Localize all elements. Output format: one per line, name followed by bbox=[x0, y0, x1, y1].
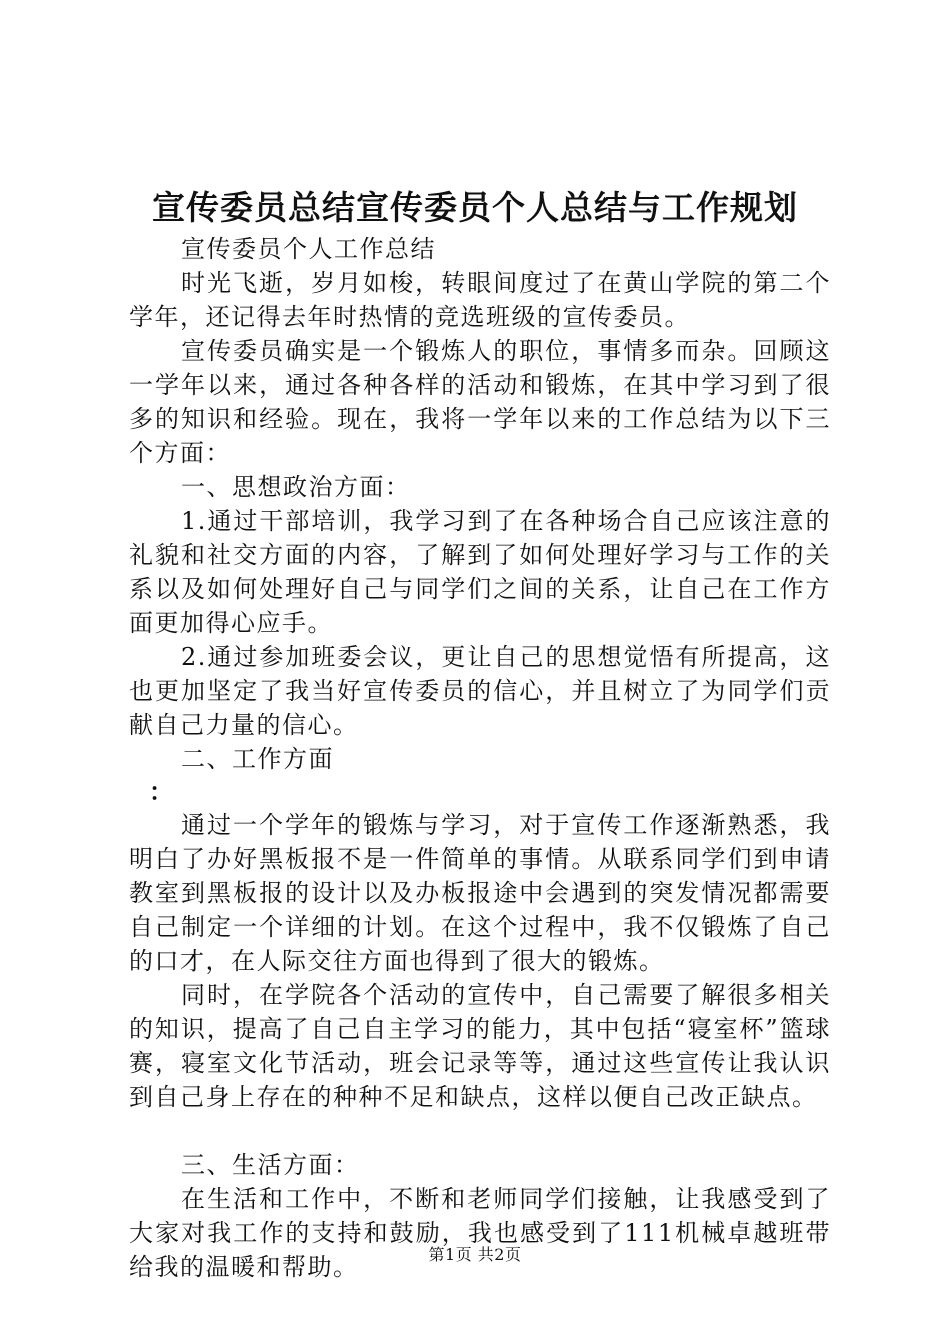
paragraph-item-2: 2.通过参加班委会议，更让自己的思想觉悟有所提高，这也更加坚定了我当好宣传委员的信心，并且树立了为同学们贡献自己力量的信心。 bbox=[129, 643, 831, 739]
paragraph-item-1: 1.通过干部培训，我学习到了在各种场合自己应该注意的礼貌和社交方面的内容，了解到了如何处理好学习与工作的关系以及如何处理好自己与同学们之间的关系，让自己在工作方面更加得心应手。 bbox=[129, 507, 831, 637]
paragraph-overview: 宣传委员确实是一个锻炼人的职位，事情多而杂。回顾这一学年以来，通过各种各样的活动和锻炼，在其中学习到了很多的知识和经验。现在，我将一学年以来的工作总结为以下三个方面： bbox=[129, 337, 831, 467]
heading-work-colon: ： bbox=[149, 777, 175, 806]
page-footer: 第1页 共2页 bbox=[428, 1245, 522, 1264]
paragraph-work-publicity: 同时，在学院各个活动的宣传中，自己需要了解很多相关的知识，提高了自己自主学习的能力，其中包括“寝室杯”篮球赛，寝室文化节活动，班会记录等等，通过这些宣传让我认识到自己身上存在的种种不足和缺点，这样以便自己改正缺点。 bbox=[129, 981, 831, 1111]
paragraph-work-blackboard: 通过一个学年的锻炼与学习，对于宣传工作逐渐熟悉，我明白了办好黑板报不是一件简单的事情。从联系同学们到申请教室到黑板报的设计以及办板报途中会遇到的突发情况都需要自己制定一个详细的计划。在这个过程中，我不仅锻炼了自己的口才，在人际交往方面也得到了很大的锻炼。 bbox=[129, 811, 831, 975]
document-body bbox=[129, 232, 831, 1284]
document-title: 宣传委员总结宣传委员个人总结与工作规划 bbox=[152, 188, 798, 227]
heading-ideology: 一、思想政治方面： bbox=[181, 473, 411, 501]
heading-life: 三、生活方面： bbox=[181, 1151, 360, 1179]
paragraph-intro: 时光飞逝，岁月如梭，转眼间度过了在黄山学院的第二个学年，还记得去年时热情的竞选班级的宣传委员。 bbox=[129, 269, 831, 331]
section-subtitle: 宣传委员个人工作总结 bbox=[181, 235, 436, 263]
paragraph-life: 在生活和工作中，不断和老师同学们接触，让我感受到了大家对我工作的支持和鼓励，我也感受到了111机械卓越班带给我的温暖和帮助。 bbox=[129, 1185, 831, 1281]
heading-work: 二、工作方面 bbox=[181, 745, 334, 773]
